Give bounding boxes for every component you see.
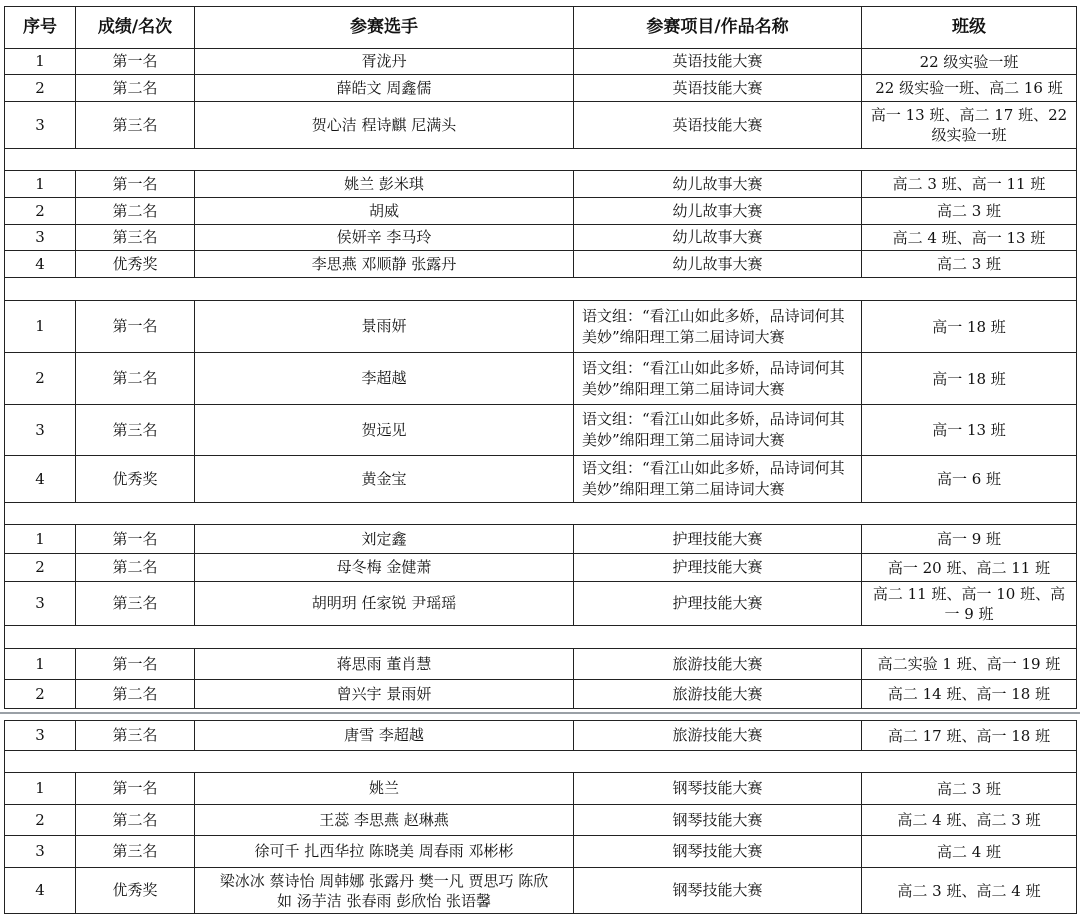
cell-no: 3 — [5, 582, 76, 626]
cell-players: 梁冰冰 蔡诗怡 周韩娜 张露丹 樊一凡 贾思巧 陈欣如 汤芋洁 张春雨 彭欣怡 张语馨 — [195, 868, 574, 914]
cell-project: 幼儿故事大赛 — [574, 171, 862, 198]
table-row — [5, 868, 1077, 914]
cell-players: 胡威 — [195, 198, 574, 225]
cell-class: 高一 9 班 — [862, 525, 1077, 554]
cell-rank: 第三名 — [76, 102, 195, 149]
table-row — [5, 198, 1077, 225]
header-row — [5, 7, 1077, 49]
cell-no: 4 — [5, 251, 76, 278]
cell-players: 黄金宝 — [195, 456, 574, 503]
cell-project: 幼儿故事大赛 — [574, 198, 862, 225]
cell-no: 1 — [5, 649, 76, 680]
cell-players: 贺心洁 程诗麒 尼满头 — [195, 102, 574, 149]
table-row — [5, 102, 1077, 149]
cell-project: 护理技能大赛 — [574, 525, 862, 554]
cell-players: 母冬梅 金健萧 — [195, 554, 574, 582]
cell-players: 徐可千 扎西华拉 陈晓美 周春雨 邓彬彬 — [195, 836, 574, 868]
cell-rank: 第一名 — [76, 773, 195, 805]
cell-no: 2 — [5, 805, 76, 836]
gap-cell — [5, 149, 1077, 171]
cell-project: 语文组：“看江山如此多娇，品诗词何其美妙”绵阳理工第二届诗词大赛 — [574, 353, 862, 405]
cell-class: 高二 3 班 — [862, 198, 1077, 225]
cell-no: 1 — [5, 773, 76, 805]
cell-rank: 优秀奖 — [76, 456, 195, 503]
gap-cell — [5, 751, 1077, 773]
table-row — [5, 680, 1077, 709]
cell-no: 1 — [5, 301, 76, 353]
cell-rank: 第三名 — [76, 225, 195, 251]
table-row — [5, 405, 1077, 456]
cell-rank: 第三名 — [76, 582, 195, 626]
cell-players: 胥泷丹 — [195, 49, 574, 75]
cell-no: 3 — [5, 225, 76, 251]
table-row — [5, 353, 1077, 405]
cell-project: 语文组：“看江山如此多娇，品诗词何其美妙”绵阳理工第二届诗词大赛 — [574, 405, 862, 456]
header-rank: 成绩/名次 — [76, 7, 195, 49]
cell-class: 高一 13 班 — [862, 405, 1077, 456]
cell-rank: 第二名 — [76, 75, 195, 102]
cell-no: 3 — [5, 102, 76, 149]
cell-rank: 第一名 — [76, 649, 195, 680]
cell-class: 高二 3 班 — [862, 251, 1077, 278]
cell-players: 薛皓文 周鑫儒 — [195, 75, 574, 102]
cell-no: 3 — [5, 721, 76, 751]
cell-class: 高一 18 班 — [862, 301, 1077, 353]
cell-no: 2 — [5, 554, 76, 582]
cell-class: 高二实验 1 班、高一 19 班 — [862, 649, 1077, 680]
cell-rank: 第二名 — [76, 805, 195, 836]
cell-players: 曾兴宇 景雨妍 — [195, 680, 574, 709]
table-row — [5, 49, 1077, 75]
cell-project: 钢琴技能大赛 — [574, 868, 862, 914]
table-row — [5, 301, 1077, 353]
cell-project: 钢琴技能大赛 — [574, 805, 862, 836]
cell-no: 4 — [5, 868, 76, 914]
cell-rank: 第一名 — [76, 49, 195, 75]
cell-class: 高二 11 班、高一 10 班、高一 9 班 — [862, 582, 1077, 626]
table-body-2 — [5, 721, 1077, 914]
cell-class: 高一 13 班、高二 17 班、22 级实验一班 — [862, 102, 1077, 149]
awards-table-part-2 — [4, 720, 1077, 914]
section-gap-row — [5, 278, 1077, 301]
cell-class: 高二 4 班、高一 13 班 — [862, 225, 1077, 251]
cell-class: 高二 3 班 — [862, 773, 1077, 805]
cell-players: 姚兰 彭米琪 — [195, 171, 574, 198]
table-row — [5, 805, 1077, 836]
section-gap-row — [5, 149, 1077, 171]
section-gap-row — [5, 626, 1077, 649]
gap-cell — [5, 626, 1077, 649]
cell-players: 蒋思雨 董肖慧 — [195, 649, 574, 680]
cell-project: 英语技能大赛 — [574, 49, 862, 75]
cell-class: 22 级实验一班 — [862, 49, 1077, 75]
cell-project: 钢琴技能大赛 — [574, 836, 862, 868]
table-row — [5, 554, 1077, 582]
cell-project: 钢琴技能大赛 — [574, 773, 862, 805]
cell-project: 护理技能大赛 — [574, 582, 862, 626]
cell-rank: 第二名 — [76, 198, 195, 225]
header-no: 序号 — [5, 7, 76, 49]
page-break-line — [0, 712, 1080, 714]
table-row — [5, 721, 1077, 751]
cell-players: 王蕊 李思燕 赵琳燕 — [195, 805, 574, 836]
cell-players: 贺远见 — [195, 405, 574, 456]
table-row — [5, 225, 1077, 251]
gap-cell — [5, 278, 1077, 301]
cell-no: 1 — [5, 525, 76, 554]
cell-project: 幼儿故事大赛 — [574, 225, 862, 251]
table-row — [5, 525, 1077, 554]
cell-players: 李超越 — [195, 353, 574, 405]
cell-class: 高二 17 班、高一 18 班 — [862, 721, 1077, 751]
header-players: 参赛选手 — [195, 7, 574, 49]
cell-class: 高二 3 班、高二 4 班 — [862, 868, 1077, 914]
cell-rank: 优秀奖 — [76, 251, 195, 278]
cell-project: 旅游技能大赛 — [574, 721, 862, 751]
cell-rank: 第一名 — [76, 301, 195, 353]
cell-rank: 第二名 — [76, 353, 195, 405]
cell-project: 护理技能大赛 — [574, 554, 862, 582]
cell-rank: 第二名 — [76, 680, 195, 709]
cell-players: 唐雪 李超越 — [195, 721, 574, 751]
awards-table-part-1 — [4, 6, 1077, 709]
cell-no: 2 — [5, 75, 76, 102]
cell-players: 胡明玥 任家锐 尹瑶瑶 — [195, 582, 574, 626]
cell-no: 3 — [5, 405, 76, 456]
cell-project: 英语技能大赛 — [574, 75, 862, 102]
table-row — [5, 582, 1077, 626]
table-row — [5, 649, 1077, 680]
cell-no: 1 — [5, 171, 76, 198]
cell-class: 高二 14 班、高一 18 班 — [862, 680, 1077, 709]
cell-players: 侯妍辛 李马玲 — [195, 225, 574, 251]
cell-class: 高二 3 班、高一 11 班 — [862, 171, 1077, 198]
cell-rank: 第三名 — [76, 721, 195, 751]
cell-project: 幼儿故事大赛 — [574, 251, 862, 278]
cell-no: 2 — [5, 353, 76, 405]
cell-class: 高二 4 班、高二 3 班 — [862, 805, 1077, 836]
cell-project: 英语技能大赛 — [574, 102, 862, 149]
cell-rank: 第一名 — [76, 525, 195, 554]
cell-rank: 第三名 — [76, 405, 195, 456]
table-row — [5, 75, 1077, 102]
cell-players: 李思燕 邓顺静 张露丹 — [195, 251, 574, 278]
cell-players: 景雨妍 — [195, 301, 574, 353]
cell-class: 高一 18 班 — [862, 353, 1077, 405]
table-row — [5, 836, 1077, 868]
table-body-1 — [5, 49, 1077, 709]
cell-project: 语文组：“看江山如此多娇，品诗词何其美妙”绵阳理工第二届诗词大赛 — [574, 456, 862, 503]
cell-project: 语文组：“看江山如此多娇，品诗词何其美妙”绵阳理工第二届诗词大赛 — [574, 301, 862, 353]
cell-no: 3 — [5, 836, 76, 868]
cell-no: 1 — [5, 49, 76, 75]
header-class: 班级 — [862, 7, 1077, 49]
cell-rank: 优秀奖 — [76, 868, 195, 914]
table-row — [5, 171, 1077, 198]
section-gap-row — [5, 751, 1077, 773]
cell-no: 2 — [5, 198, 76, 225]
table-row — [5, 773, 1077, 805]
cell-class: 高一 20 班、高二 11 班 — [862, 554, 1077, 582]
cell-players: 刘定鑫 — [195, 525, 574, 554]
cell-rank: 第三名 — [76, 836, 195, 868]
gap-cell — [5, 503, 1077, 525]
cell-project: 旅游技能大赛 — [574, 680, 862, 709]
header-project: 参赛项目/作品名称 — [574, 7, 862, 49]
cell-project: 旅游技能大赛 — [574, 649, 862, 680]
cell-no: 2 — [5, 680, 76, 709]
table-row — [5, 251, 1077, 278]
cell-players: 姚兰 — [195, 773, 574, 805]
cell-class: 高一 6 班 — [862, 456, 1077, 503]
cell-class: 22 级实验一班、高二 16 班 — [862, 75, 1077, 102]
cell-no: 4 — [5, 456, 76, 503]
cell-rank: 第一名 — [76, 171, 195, 198]
table-row — [5, 456, 1077, 503]
section-gap-row — [5, 503, 1077, 525]
cell-rank: 第二名 — [76, 554, 195, 582]
cell-class: 高二 4 班 — [862, 836, 1077, 868]
